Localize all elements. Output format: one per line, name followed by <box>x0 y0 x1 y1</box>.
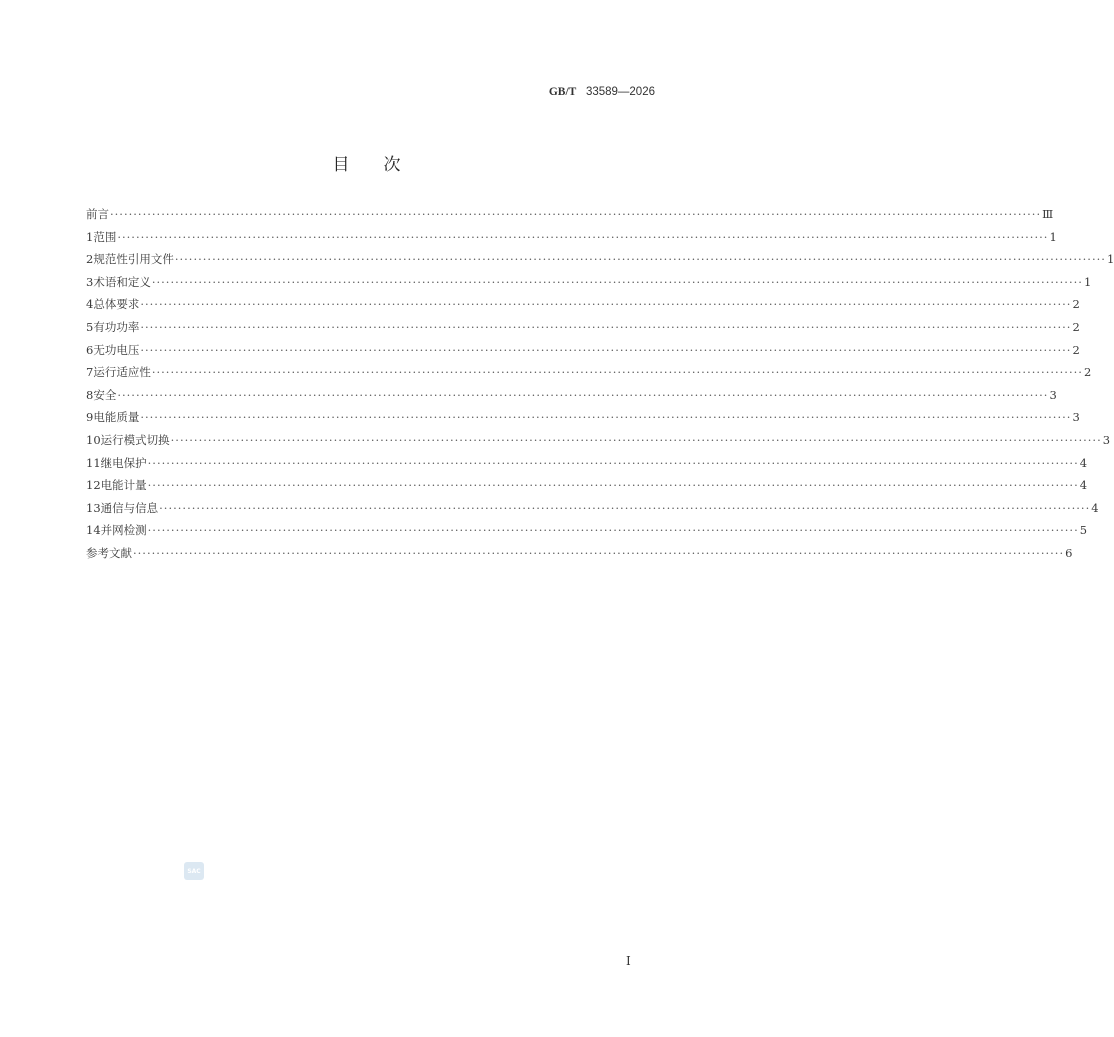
toc-entry-number: 7 <box>86 365 94 380</box>
toc-dot-leader: ········································································································································································································ <box>140 319 1072 334</box>
toc-entry-page: Ⅲ <box>1042 207 1054 221</box>
toc-entry-label: 无功电压 <box>93 342 140 357</box>
toc-entry[interactable] <box>86 296 1080 319</box>
toc-entry-page: 1 <box>1049 229 1057 244</box>
toc-entry-number: 6 <box>86 342 94 357</box>
page-title: 目次 <box>332 155 435 175</box>
toc-entry-label: 运行模式切换 <box>100 432 170 447</box>
toc-entry-page: 2 <box>1083 365 1092 380</box>
toc-entry-label: 安全 <box>93 387 117 402</box>
toc-entry-number: 13 <box>86 500 101 515</box>
publisher-logo: SAC <box>184 862 204 880</box>
toc-entry-page: 2 <box>1072 297 1080 312</box>
standard-code <box>549 86 655 98</box>
standard-number: 33589—2026 <box>585 86 655 98</box>
toc-entry-label: 通信与信息 <box>100 500 159 515</box>
toc-entry-number: 2 <box>86 252 94 267</box>
toc-dot-leader: ········································································································································································································ <box>140 342 1072 357</box>
toc-entry-number: 9 <box>86 410 94 425</box>
toc-entry[interactable] <box>86 319 1080 342</box>
toc-dot-leader: ········································································································································································································ <box>147 455 1079 470</box>
toc-entry-page: 6 <box>1065 545 1073 560</box>
toc-entry-label: 术语和定义 <box>93 274 151 289</box>
toc-dot-leader: ········································································································································································································ <box>117 387 1049 402</box>
standard-prefix: GB/T <box>548 86 577 98</box>
toc-entry-page: 3 <box>1102 432 1111 447</box>
toc-entry-label: 规范性引用文件 <box>93 252 174 267</box>
toc-dot-leader: ········································································································································································································ <box>151 365 1083 380</box>
toc-entry-number: 4 <box>86 297 94 312</box>
toc-entry-label: 运行适应性 <box>93 365 151 380</box>
toc-dot-leader: ········································································································································································································ <box>140 297 1072 312</box>
toc-entry-number: 14 <box>86 523 101 538</box>
toc-entry[interactable] <box>86 545 1073 568</box>
toc-entry-number: 3 <box>86 274 94 289</box>
toc-entry-number: 12 <box>86 478 101 493</box>
toc-entry[interactable] <box>86 206 1054 229</box>
toc-entry-page: 5 <box>1079 523 1088 538</box>
toc-entry-page: 2 <box>1072 342 1080 357</box>
toc-entry[interactable] <box>86 500 1099 523</box>
toc-entry-page: 3 <box>1049 387 1057 402</box>
toc-entry-label: 电能质量 <box>93 410 140 425</box>
toc-dot-leader: ········································································································································································································ <box>159 500 1091 515</box>
toc-entry-page: 3 <box>1072 410 1080 425</box>
page-number: I <box>626 954 631 968</box>
toc-entry-label: 参考文献 <box>86 545 132 560</box>
toc-entry-page: 4 <box>1079 478 1088 493</box>
toc-entry[interactable] <box>86 432 1111 455</box>
toc-entry-number: 10 <box>86 432 101 447</box>
toc-dot-leader: ········································································································································································································ <box>110 207 1042 221</box>
toc-dot-leader: ········································································································································································································ <box>174 252 1106 267</box>
toc-entry-page: 4 <box>1079 455 1088 470</box>
toc-entry-label: 前言 <box>86 207 109 221</box>
toc-dot-leader: ········································································································································································································ <box>170 432 1102 447</box>
toc-dot-leader: ········································································································································································································ <box>147 523 1079 538</box>
toc-entry-number: 8 <box>86 387 94 402</box>
toc-entry-label: 有功功率 <box>93 319 140 334</box>
toc-dot-leader: ········································································································································································································ <box>133 545 1065 560</box>
toc-dot-leader: ········································································································································································································ <box>147 478 1079 493</box>
toc-entry-page: 2 <box>1072 319 1080 334</box>
toc-entry[interactable] <box>86 477 1088 500</box>
toc-entry[interactable] <box>86 387 1057 410</box>
toc-entry-label: 并网检测 <box>100 523 147 538</box>
toc-dot-leader: ········································································································································································································ <box>151 274 1083 289</box>
toc-entry-page: 1 <box>1106 252 1114 267</box>
toc-entry[interactable] <box>86 251 1114 274</box>
toc-entry-number: 11 <box>86 455 101 470</box>
toc-entry-page: 1 <box>1083 274 1092 289</box>
toc-entry-label: 总体要求 <box>93 297 140 312</box>
toc-entry[interactable] <box>86 229 1057 252</box>
toc-entry[interactable] <box>86 522 1088 545</box>
toc-entry-label: 电能计量 <box>100 478 147 493</box>
toc-entry-number: 1 <box>86 229 94 244</box>
toc-entry-number: 5 <box>86 319 94 334</box>
toc-entry[interactable] <box>86 455 1088 478</box>
table-of-contents <box>86 206 1114 568</box>
toc-entry[interactable] <box>86 409 1080 432</box>
toc-entry[interactable] <box>86 274 1092 297</box>
toc-entry-page: 4 <box>1091 500 1099 515</box>
toc-entry[interactable] <box>86 364 1092 387</box>
toc-dot-leader: ········································································································································································································ <box>117 229 1049 244</box>
toc-entry-label: 继电保护 <box>100 455 147 470</box>
toc-entry-label: 范围 <box>93 229 117 244</box>
toc-dot-leader: ········································································································································································································ <box>140 410 1072 425</box>
toc-entry[interactable] <box>86 342 1080 365</box>
